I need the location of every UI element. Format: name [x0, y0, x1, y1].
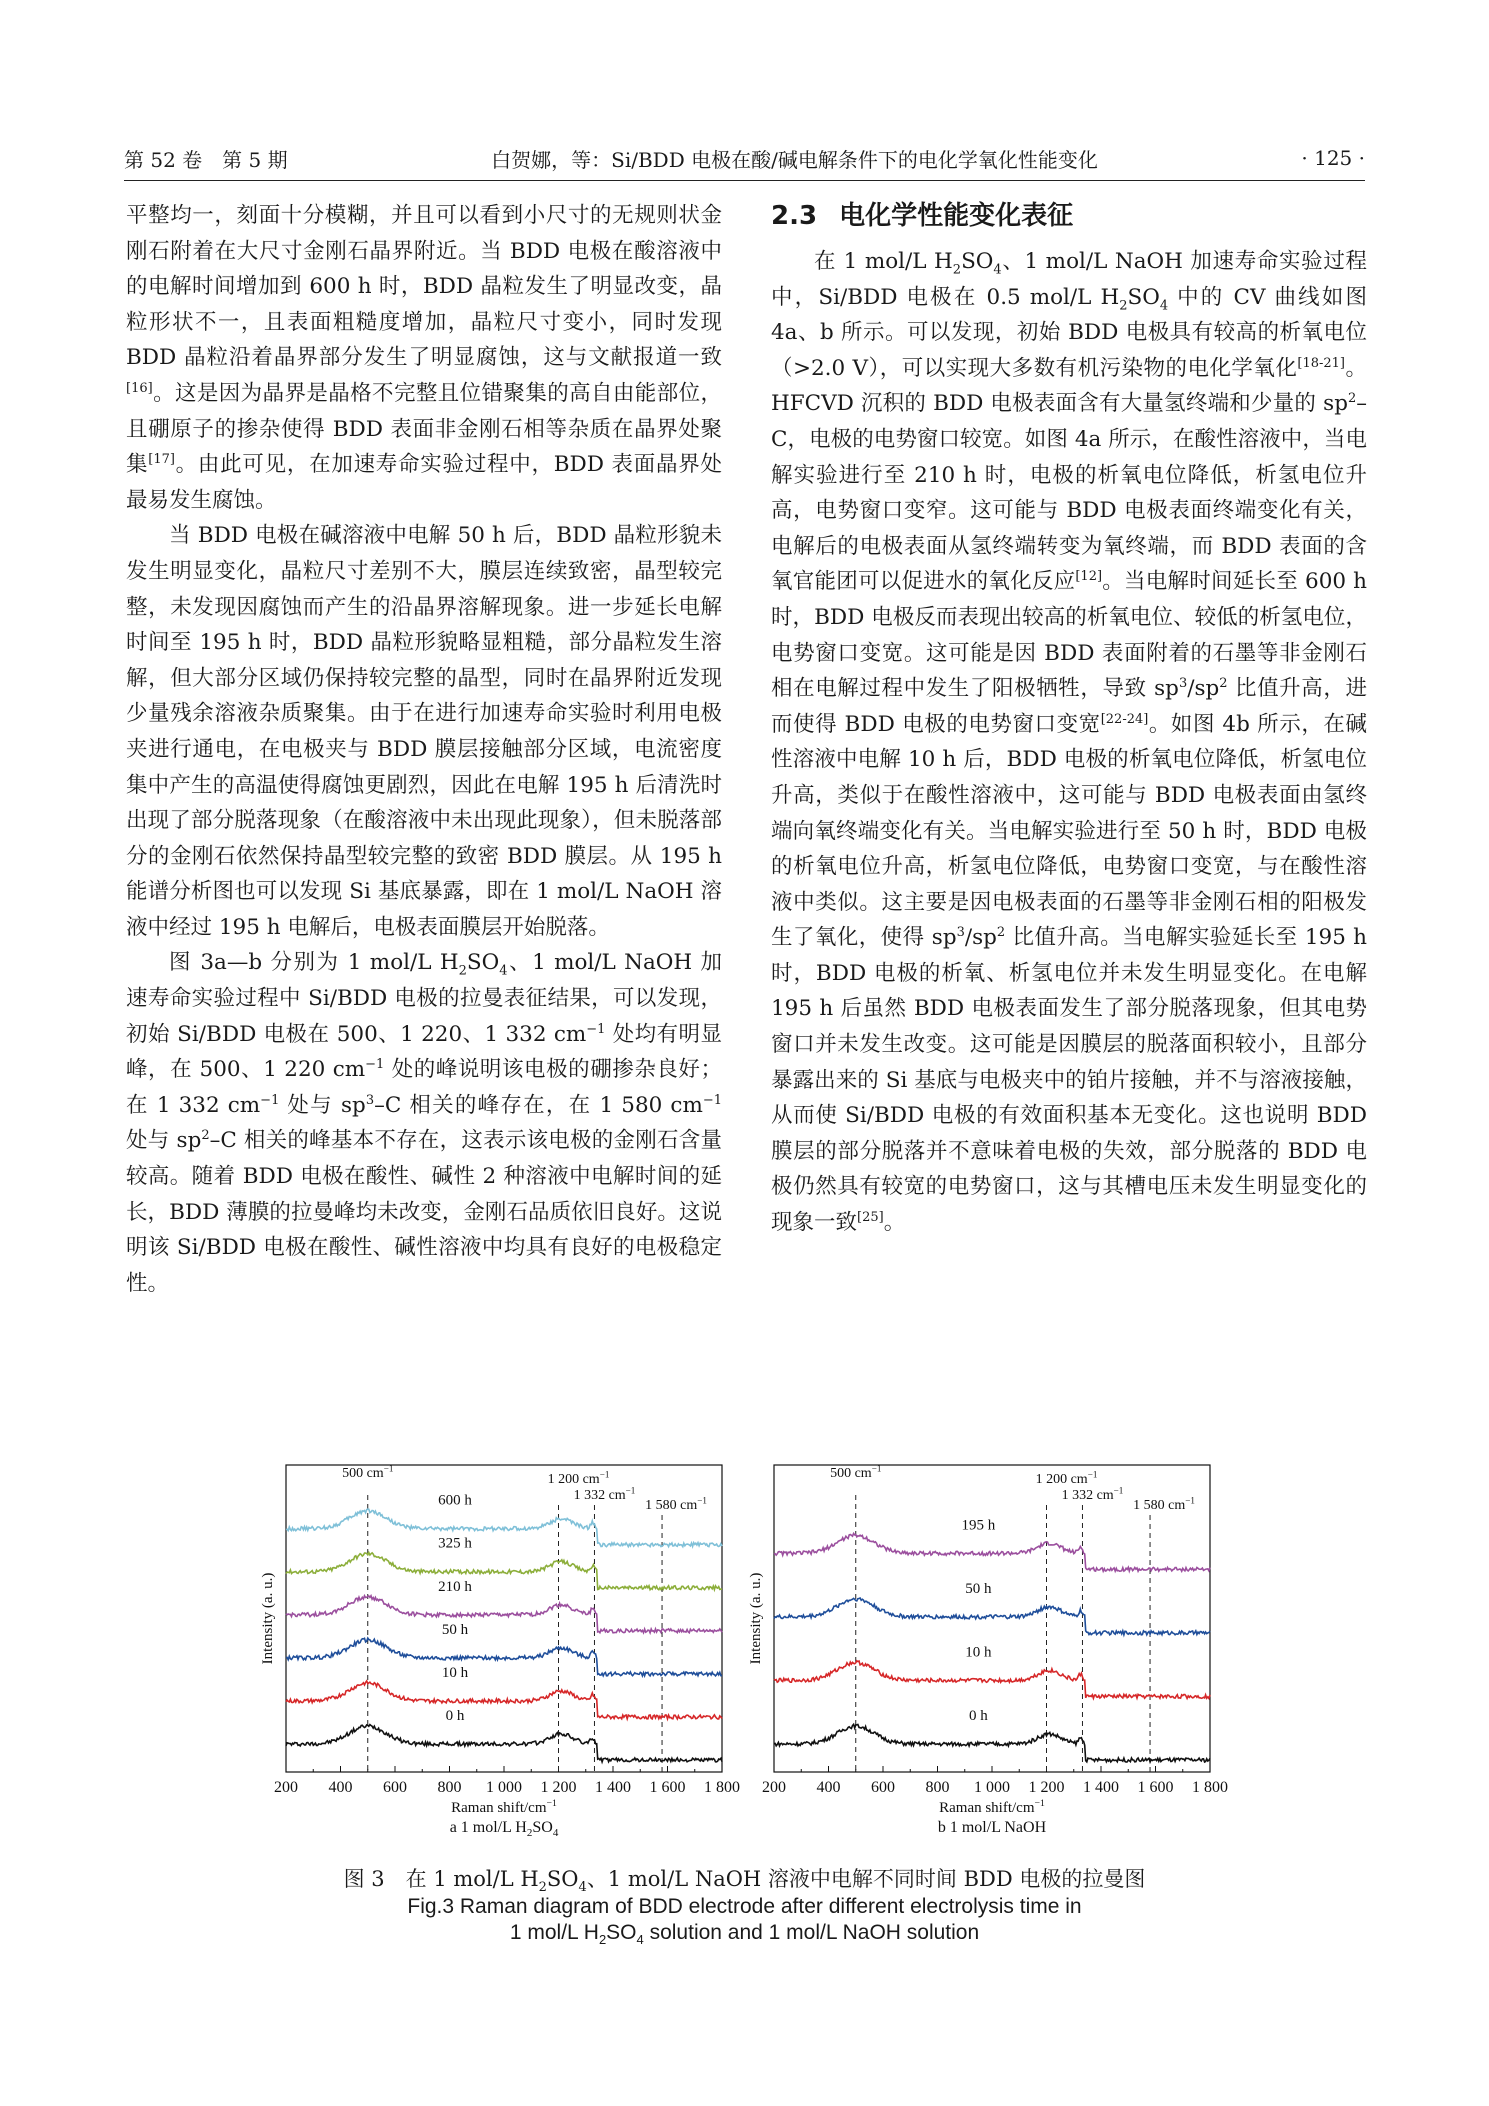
- series-label: 0 h: [969, 1708, 988, 1724]
- figure-caption-en: Fig.3 Raman diagram of BDD electrode after different electrolysis time in 1 mol/L $H_2SO_4$ solution and 1 mol/L NaOH solution: [407, 1895, 1082, 1948]
- x-tick-label: 1 600: [649, 1779, 686, 1796]
- panel-caption: a 1 mol/L $H_2SO_4$: [449, 1819, 559, 1839]
- peak-label: 500 $cm^{-1}$: [342, 1463, 394, 1481]
- peak-label: 500 $cm^{-1}$: [830, 1463, 882, 1481]
- paragraph-2: 当 BDD 电极在碱溶液中电解 50 h 后，BDD 晶粒形貌未发生明显变化，晶粒尺寸差别不大，膜层连续致密，晶型较完整，未发现因腐蚀而产生的沿晶界溶解现象。进一步延长电解时间至 195 h 时，BDD 晶粒形貌略显粗糙，部分晶粒发生溶解，但大部分区域仍保持较完整的晶型，同时在晶界附近发现少量残余溶液杂质聚集。由于在进行加速寿命实验时利用电极夹进行通电，在电极夹与 BDD 膜层接触部分区域，电流密度集中产生的高温使得腐蚀更剧烈，因此在电解 195 h 后清洗时出现了部分脱落现象（在酸溶液中未出现此现象），但未脱落部分的金刚石依然保持晶型较完整的致密 BDD 膜层。从 195 h 能谱分析图也可以发现 Si 基底暴露，即在 1 mol/L NaOH 溶液中经过 195 h 电解后，电极表面膜层开始脱落。: [126, 523, 722, 940]
- peak-label: 1 200 $cm^{-1}$: [547, 1469, 610, 1487]
- peak-label: 1 580 $cm^{-1}$: [1133, 1495, 1195, 1513]
- x-tick-label: 1 400: [1083, 1779, 1119, 1796]
- x-tick-label: 800: [925, 1779, 950, 1796]
- x-tick-label: 800: [437, 1779, 462, 1796]
- header-rule: [124, 180, 1365, 181]
- series-line-325h: [286, 1553, 722, 1590]
- series-label: 50 h: [965, 1580, 992, 1597]
- x-tick-label: 400: [816, 1779, 841, 1796]
- raman-chart-a: [244, 1450, 744, 1840]
- x-tick-label: 1 000: [974, 1779, 1010, 1796]
- series-label: 10 h: [441, 1664, 469, 1681]
- paragraph-1: 平整均一，刻面十分模糊，并且可以看到小尺寸的无规则状金刚石附着在大尺寸金刚石晶界附近。当 BDD 电极在酸溶液中的电解时间增加到 600 h 时，BDD 晶粒发生了明显改变，晶粒形状不一，且表面粗糙度增加，晶粒尺寸变小，同时发现 BDD 晶粒沿着晶界部分发生了明显腐蚀，这与文献报道一致[16]。这是因为晶界是晶格不完整且位错聚集的高自由能部位，且硼原子的掺杂使得 BDD 表面非金刚石相等杂质在晶界处聚集[17]。由此可见，在加速寿命实验过程中，BDD 表面晶界处最易发生腐蚀。: [126, 203, 722, 513]
- series-label: 50 h: [441, 1621, 469, 1638]
- running-header: [124, 140, 1365, 176]
- x-axis-label: Raman shift/$cm^{-1}$: [939, 1798, 1045, 1816]
- x-tick-label: 1 400: [595, 1779, 631, 1796]
- x-tick-label: 1 800: [1192, 1779, 1228, 1796]
- x-tick-label: 1 200: [540, 1779, 577, 1796]
- x-tick-label: 1 800: [704, 1779, 740, 1796]
- series-line-0h: [286, 1725, 722, 1762]
- series-line-0h: [774, 1724, 1210, 1762]
- section-number: 2.3: [771, 201, 818, 231]
- left-column: [126, 198, 722, 1301]
- series-label: 195 h: [961, 1517, 996, 1534]
- series-line-50h: [774, 1598, 1210, 1635]
- page-number: · 125 ·: [1301, 146, 1365, 170]
- x-tick-label: 400: [328, 1779, 353, 1796]
- right-column: [771, 198, 1367, 1241]
- y-axis-label: Intensity (a. u.): [748, 1572, 764, 1665]
- series-label: 10 h: [965, 1644, 992, 1661]
- series-label: 0 h: [445, 1708, 465, 1724]
- paragraph-r1: 在 1 mol/L $H_2SO_4$、1 mol/L NaOH 加速寿命实验过程中，Si/BDD 电极在 0.5 mol/L $H_2SO_4$ 中的 CV 曲线如图 4a、b 所示。可以发现，初始 BDD 电极具有较高的析氧电位（>2.0 V），可以实现大多数有机污染物的电化学氧化[18-21]。HFCVD 沉积的 BDD 电极表面含有大量氢终端和少量的 $sp^2-C$，电极的电势窗口较宽。如图 4a 所示，在酸性溶液中，当电解实验进行至 210 h 时，电极的析氧电位降低，析氢电位升高，电势窗口变窄。这可能与 BDD 电极表面终端变化有关，电解后的电极表面从氢终端转变为氧终端，而 BDD 表面的含氧官能团可以促进水的氧化反应[12]。当电解时间延长至 600 h 时，BDD 电极反而表现出较高的析氧电位、较低的析氢电位，电势窗口变宽。这可能是因 BDD 表面附着的石墨等非金刚石相在电解过程中发生了阳极牺牲，导致 $sp^3/sp^2$ 比值升高，进而使得 BDD 电极的电势窗口变宽[22-24]。如图 4b 所示，在碱性溶液中电解 10 h 后，BDD 电极的析氧电位降低，析氢电位升高，类似于在酸性溶液中，这可能与 BDD 电极表面由氢终端向氧终端变化有关。当电解实验进行至 50 h 时，BDD 电极的析氧电位升高，析氢电位降低，电势窗口变宽，与在酸性溶液中类似。这主要是因电极表面的石墨等非金刚石相的阳极发生了氧化，使得 $sp^3/sp^2$ 比值升高。当电解实验延长至 195 h 时，BDD 电极的析氧、析氢电位并未发生明显变化。在电解 195 h 后虽然 BDD 电极表面发生了部分脱落现象，但其电势窗口并未发生改变。这可能是因膜层的脱落面积较小，且部分暴露出来的 Si 基底与电极夹中的铂片接触，并不与溶液接触，从而使 Si/BDD 电极的有效面积基本无变化。这也说明 BDD 膜层的部分脱落并不意味着电极的失效，部分脱落的 BDD 电极仍然具有较宽的电势窗口，这与其槽电压未发生明显变化的现象一致[25]。: [771, 249, 1367, 1236]
- series-line-10h: [286, 1681, 722, 1719]
- section-title: 电化学性能变化表征: [839, 201, 1074, 231]
- x-tick-label: 1 000: [486, 1779, 522, 1796]
- peak-label: 1 332 $cm^{-1}$: [573, 1485, 636, 1503]
- x-tick-label: 1 200: [1028, 1779, 1065, 1796]
- series-line-210h: [286, 1596, 722, 1633]
- x-tick-label: 1 600: [1137, 1779, 1174, 1796]
- series-label: 600 h: [438, 1492, 472, 1509]
- x-tick-label: 600: [871, 1779, 895, 1796]
- article-title-header: 白贺娜，等：Si/BDD 电极在酸/碱电解条件下的电化学氧化性能变化: [491, 147, 1098, 172]
- series-line-50h: [286, 1638, 722, 1676]
- paragraph-3: 图 3a—b 分别为 1 mol/L $H_2SO_4$、1 mol/L NaOH 加速寿命实验过程中 Si/BDD 电极的拉曼表征结果，可以发现，初始 Si/BDD 电极在 500、1 220、1 332 $cm^{-1}$ 处均有明显峰，在 500、1 220 $cm^{-1}$ 处的峰说明该电极的硼掺杂良好；在 1 332 $cm^{-1}$ 处与 $sp^3-C$ 相关的峰存在，在 1 580 $cm^{-1}$ 处与 $sp^2-C$ 相关的峰基本不存在，这表示该电极的金刚石含量较高。随着 BDD 电极在酸性、碱性 2 种溶液中电解时间的延长，BDD 薄膜的拉曼峰均未改变，金刚石品质依旧良好。这说明该 Si/BDD 电极在酸性、碱性溶液中均具有良好的电极稳定性。: [126, 950, 723, 1296]
- series-label: 325 h: [438, 1535, 472, 1552]
- section-heading: [771, 198, 1367, 234]
- peak-label: 1 580 $cm^{-1}$: [645, 1495, 707, 1513]
- raman-chart-a-svg: [244, 1450, 744, 1840]
- peak-label: 1 332 $cm^{-1}$: [1061, 1485, 1124, 1503]
- x-tick-label: 200: [762, 1779, 786, 1796]
- panel-caption: b 1 mol/L NaOH: [937, 1819, 1047, 1836]
- x-axis-label: Raman shift/$cm^{-1}$: [451, 1798, 557, 1816]
- issue-info: 第 52 卷 第 5 期: [124, 147, 288, 172]
- x-tick-label: 200: [274, 1779, 298, 1796]
- series-label: 210 h: [438, 1578, 472, 1595]
- series-line-10h: [774, 1661, 1210, 1699]
- y-axis-label: Intensity (a. u.): [260, 1572, 276, 1665]
- series-line-600h: [286, 1509, 722, 1547]
- raman-chart-b: [732, 1450, 1232, 1840]
- peak-label: 1 200 $cm^{-1}$: [1035, 1469, 1098, 1487]
- x-tick-label: 600: [383, 1779, 407, 1796]
- raman-chart-b-svg: [732, 1450, 1232, 1840]
- series-line-195h: [774, 1534, 1210, 1572]
- figure-caption-cn: 图 3 在 1 mol/L $H_2SO_4$、1 mol/L NaOH 溶液中电解不同时间 BDD 电极的拉曼图: [343, 1867, 1146, 1896]
